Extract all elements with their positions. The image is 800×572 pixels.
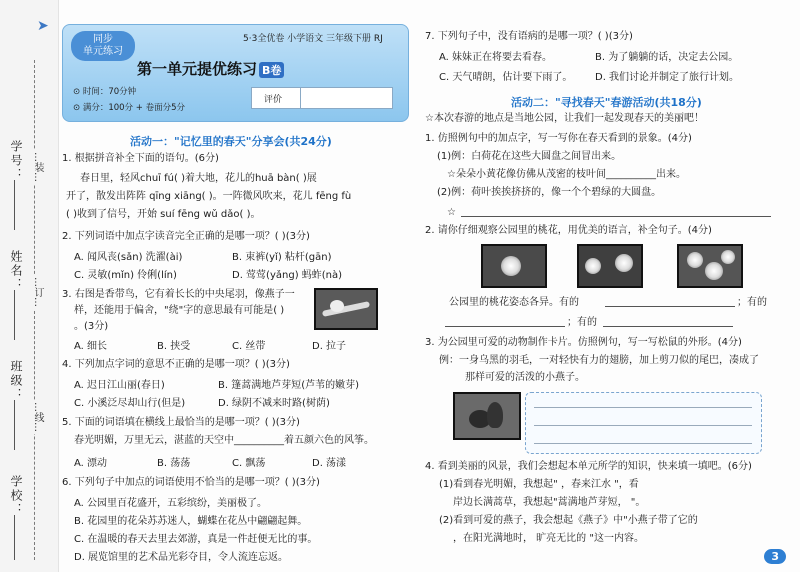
question-5-sentence: 春光明媚，万里无云，湛蓝的天空中__________着五颜六色的风筝。 [74, 435, 374, 446]
question-4-option-b[interactable]: B. 篷蒿满地芦芽短(芦苇的嫩芽) [218, 380, 360, 391]
r-question-2-blank-2[interactable] [445, 326, 565, 327]
r-question-4-line-1[interactable]: (1)看到春光明媚，我想起" ，春来江水 "，看 [439, 479, 639, 490]
r-question-1-example-1: (1)例：白荷花在这些大圆盘之间冒出来。 [437, 151, 622, 162]
question-5-option-d[interactable]: D. 荡漾 [312, 458, 347, 469]
activity-intro: ☆本次春游的地点是当地公园，让我们一起发现春天的美丽吧！ [425, 113, 704, 124]
r-question-2-line-1b: ；有的 [737, 297, 767, 308]
question-6-option-d[interactable]: D. 展览馆里的艺术品光彩夺目，令人流连忘返。 [74, 552, 289, 563]
bird-photo [314, 288, 378, 330]
right-column [425, 24, 790, 564]
unit-practice-badge [71, 31, 135, 61]
r-question-2-line-2: ；有的 [567, 317, 597, 328]
r-question-1-fill-1[interactable]: ☆朵朵小黄花像仿佛从茂密的枝叶间__________出来。 [447, 169, 686, 180]
title-banner [62, 24, 409, 122]
cut-mark-zhuang: …装… [32, 152, 43, 182]
peach-blossom-photo-2 [577, 244, 643, 288]
student-id-label: 学号： [9, 140, 23, 182]
evaluation-box[interactable] [251, 87, 393, 109]
question-6-option-c[interactable]: C. 在温暖的春天去里去郊游，真是一件赶便无比的事。 [74, 534, 318, 545]
r-question-4-line-2[interactable]: 岸边长满蒿草，我想起"蒿满地芦芽短， "。 [453, 497, 646, 508]
score-text: 满分：100分 + 卷面分5分 [82, 103, 185, 113]
r-question-4-title: 4. 看到美丽的风景，我们会想起本单元所学的知识，快来填一填吧。(6分) [425, 461, 752, 472]
question-3-line-3: 。(3分) [74, 321, 109, 332]
time-text: 时间：70分钟 [82, 87, 137, 97]
question-5-title: 5. 下面的词语填在横线上最恰当的是哪一项？( )(3分) [62, 417, 300, 428]
binding-strip [0, 0, 59, 572]
r-question-1-title: 1. 仿照例句中的加点字，写一写你在春天看到的景象。(4分) [425, 133, 692, 144]
question-3-option-c[interactable]: C. 丝带 [232, 341, 266, 352]
r-question-3-example-1: 例：一身乌黑的羽毛，一对轻快有力的翅膀，加上剪刀似的尾巴，凑成了 [439, 355, 759, 366]
r-question-2-title: 2. 请你仔细观察公园里的桃花，用优美的语言，补全句子。(4分) [425, 225, 712, 236]
squirrel-card-writing-box[interactable] [525, 392, 762, 454]
question-3-line-2: 样，还能用于偏舍，"绕"字的意思最有可能是( ) [74, 305, 285, 316]
r-question-3-example-2: 那样可爱的活泼的小燕子。 [465, 372, 585, 383]
question-4-option-a[interactable]: A. 迟日江山丽(春日) [74, 380, 165, 391]
question-7-title: 7. 下列句子中，没有语病的是哪一项？( )(3分) [425, 31, 633, 42]
question-5-option-c[interactable]: C. 飘荡 [232, 458, 266, 469]
question-1-line-2: 开了，散发出阵阵 qīng xiāng( )。一阵微风吹来，花儿 fēng fù [66, 191, 352, 202]
cut-mark-xian: …线… [32, 402, 43, 432]
series-line: 5·3全优卷 小学语文 三年级下册 RJ [243, 34, 383, 44]
section-heading-1: 活动一："记忆里的春天"分享会(共24分) [130, 135, 332, 148]
name-line[interactable] [14, 290, 15, 340]
juan-badge: B卷 [259, 62, 284, 78]
r-question-1-answer-line[interactable] [461, 216, 771, 217]
question-2-option-c[interactable]: C. 灵敏(mǐn) 伶俐(lín) [74, 270, 177, 281]
class-line[interactable] [14, 400, 15, 450]
badge-bottom-text: 单元练习 [83, 46, 123, 57]
question-2-option-a[interactable]: A. 闻风丧(sǎn) 洗濯(ài) [74, 252, 183, 263]
question-1-title: 1. 根据拼音补全下面的语句。(6分) [62, 153, 219, 164]
question-7-option-d[interactable]: D. 我们讨论并制定了旅行计划。 [595, 72, 740, 83]
r-question-4-line-4[interactable]: ，在阳光满地时， 旷亮无比的 "这一内容。 [453, 533, 644, 544]
evaluation-label: 评价 [264, 95, 283, 105]
question-7-option-a[interactable]: A. 妹妹正在将要去看春。 [439, 52, 553, 63]
question-1-line-3: ( )收到了信号，开始 suí fēng wǔ dǎo( )。 [66, 209, 261, 220]
question-6-option-b[interactable]: B. 花园里的花朵苏苏迷人，蝴蝶在花丛中翩翩起舞。 [74, 516, 308, 527]
badge-top-text: 同步 [93, 34, 113, 45]
question-4-option-c[interactable]: C. 小溪泛尽却山行(但是) [74, 398, 186, 409]
question-3-line-1: 3. 右图是香带鸟，它有着长长的中央尾羽，像燕子一 [62, 289, 295, 300]
question-5-option-b[interactable]: B. 荡荡 [157, 458, 191, 469]
page-number: 3 [764, 549, 786, 564]
question-2-title: 2. 下列词语中加点字读音完全正确的是哪一项？( )(3分) [62, 231, 310, 242]
r-question-1-example-2: (2)例：荷叶挨挨挤挤的，像一个个碧绿的大圆盘。 [437, 187, 662, 198]
cut-line [34, 60, 35, 560]
question-5-option-a[interactable]: A. 漂动 [74, 458, 108, 469]
question-4-title: 4. 下列加点字词的意思不正确的是哪一项？( )(3分) [62, 359, 290, 370]
peach-blossom-photo-3 [677, 244, 743, 288]
rocket-icon: ➤ [37, 18, 49, 34]
cut-mark-ding: …订… [32, 277, 43, 307]
r-question-3-title: 3. 为公园里可爱的动物制作卡片。仿照例句，写一写松鼠的外形。(4分) [425, 337, 742, 348]
question-2-option-b[interactable]: B. 束裤(yǐ) 粘杆(gān) [232, 252, 332, 263]
school-line[interactable] [14, 515, 15, 560]
question-6-title: 6. 下列句子中加点的词语使用不恰当的是哪一项？( )(3分) [62, 477, 320, 488]
question-1-line-1: 春日里，轻风chuī fú( )着大地，花儿的huā bàn( )展 [80, 173, 317, 184]
squirrel-photo [453, 392, 521, 440]
time-info: ⊙ 时间：70分钟 [73, 87, 137, 97]
left-column [62, 24, 407, 564]
question-3-option-a[interactable]: A. 细长 [74, 341, 108, 352]
section-heading-2: 活动二："寻找春天"春游活动(共18分) [511, 96, 702, 109]
r-question-2-blank-1[interactable] [605, 306, 735, 307]
question-4-option-d[interactable]: D. 绿阴不减来时路(树荫) [218, 398, 330, 409]
class-label: 班级： [9, 360, 23, 402]
question-3-option-b[interactable]: B. 挟受 [157, 341, 191, 352]
question-7-option-b[interactable]: B. 为了躺躺的话，决定去公园。 [595, 52, 739, 63]
name-label: 姓名： [9, 250, 23, 292]
r-question-2-line-1: 公园里的桃花姿态各异。有的 [449, 297, 579, 308]
r-question-4-line-3: (2)看到可爱的燕子，我会想起《燕子》中"小燕子带了它的 [439, 515, 698, 526]
student-id-line[interactable] [14, 180, 15, 230]
question-6-option-a[interactable]: A. 公园里百花盛开，五彩缤纷，美丽极了。 [74, 498, 268, 509]
score-info: ⊙ 满分：100分 + 卷面分5分 [73, 103, 185, 113]
r-question-2-blank-3[interactable] [603, 326, 733, 327]
peach-blossom-photo-1 [481, 244, 547, 288]
question-3-option-d[interactable]: D. 拉子 [312, 341, 347, 352]
question-2-option-d[interactable]: D. 莺莺(yǎng) 蚂蚱(nà) [232, 270, 343, 281]
question-7-option-c[interactable]: C. 天气晴朗，估计要下雨了。 [439, 72, 573, 83]
school-label: 学校： [9, 475, 23, 517]
page-title [137, 58, 284, 79]
r-question-1-star-2: ☆ [447, 207, 456, 218]
title-text: 第一单元提优练习 [137, 60, 258, 78]
